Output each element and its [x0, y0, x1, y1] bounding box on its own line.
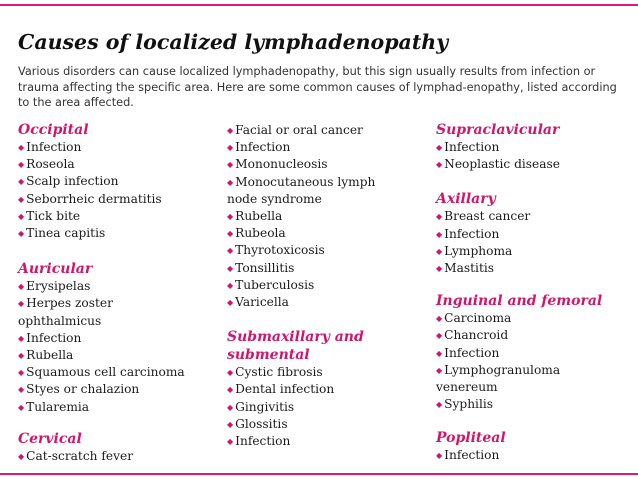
section-heading: Occipital	[18, 122, 89, 138]
section-submaxillary	[227, 328, 427, 450]
list-item	[18, 448, 223, 465]
item-label: Mastitis	[444, 261, 495, 276]
section-heading: Popliteal	[436, 430, 506, 447]
item-label: Styes or chalazion	[26, 382, 140, 397]
item-label: Squamous cell carcinoma	[26, 365, 185, 380]
bullet-icon: ◆	[227, 126, 234, 135]
item-label: Infection	[235, 140, 291, 155]
intro-paragraph: Various disorders can cause localized lymphadenopathy, but this sign usually results from infection or trauma affecting the specific area. Here are some common causes of lymphad-enopathy, listed according to the area affected.	[18, 65, 617, 109]
list-item	[18, 173, 223, 190]
item-label: Thyrotoxicosis	[235, 243, 325, 258]
bullet-icon: ◆	[436, 143, 443, 152]
bullet-icon: ◆	[436, 451, 443, 461]
bullet-icon: ◆	[436, 212, 443, 222]
list-item	[18, 139, 223, 156]
section-heading: Cervical	[18, 430, 82, 447]
list-item	[18, 295, 128, 329]
list-item	[227, 399, 427, 416]
list-item	[436, 396, 636, 413]
bottom-rule	[0, 473, 638, 475]
item-label: Tinea capitis	[26, 226, 106, 241]
section-axillary	[436, 191, 636, 277]
bullet-icon: ◆	[227, 402, 234, 412]
list-item	[436, 260, 636, 277]
column-3	[436, 122, 636, 465]
bullet-icon: ◆	[436, 400, 443, 410]
cause-list	[18, 139, 223, 242]
bullet-icon: ◆	[18, 282, 25, 292]
bullet-icon: ◆	[227, 246, 234, 256]
list-item	[227, 139, 427, 156]
bullet-icon: ◆	[227, 263, 234, 273]
list-item	[227, 174, 397, 208]
bullet-icon: ◆	[227, 298, 234, 308]
item-label: Chancroid	[444, 328, 509, 343]
cause-list	[227, 364, 427, 450]
item-label: Scalp infection	[26, 174, 119, 189]
item-label: Gingivitis	[235, 399, 295, 414]
bullet-icon: ◆	[18, 229, 25, 239]
list-item	[18, 347, 223, 364]
list-item	[227, 416, 427, 433]
list-item	[227, 208, 427, 225]
list-item	[436, 345, 636, 362]
column-2	[227, 122, 427, 450]
section-auricular	[18, 261, 223, 416]
bullet-icon: ◆	[18, 194, 25, 204]
list-item	[18, 156, 223, 173]
list-item	[227, 156, 427, 173]
list-item	[18, 208, 223, 225]
section-cervical	[18, 431, 223, 465]
bullet-icon: ◆	[18, 351, 25, 361]
bullet-icon: ◆	[227, 385, 234, 395]
cause-list	[18, 448, 223, 465]
cause-list	[436, 447, 636, 464]
list-item	[18, 191, 223, 208]
item-label: Monocutaneous lymph node syndrome	[227, 174, 376, 206]
cause-list	[436, 310, 636, 413]
section-heading: Inguinal and femoral	[436, 293, 603, 310]
list-item	[18, 225, 223, 242]
bullet-icon: ◆	[18, 143, 25, 152]
bullet-icon: ◆	[227, 143, 234, 153]
item-label: Rubeola	[235, 226, 286, 241]
list-item	[18, 364, 223, 381]
item-label: Herpes zoster ophthalmicus	[18, 296, 113, 328]
item-label: Tick bite	[26, 208, 81, 223]
bullet-icon: ◆	[436, 314, 443, 324]
item-label: Erysipelas	[26, 279, 91, 294]
item-label: Facial or oral cancer	[235, 123, 363, 137]
bullet-icon: ◆	[227, 212, 234, 222]
item-label: Tuberculosis	[235, 277, 315, 292]
list-item	[18, 278, 223, 295]
list-item	[436, 208, 636, 225]
bullet-icon: ◆	[18, 211, 25, 221]
list-item	[227, 225, 427, 242]
item-label: Neoplastic disease	[444, 157, 560, 172]
bullet-icon: ◆	[227, 280, 234, 290]
list-item	[436, 139, 636, 156]
bullet-icon: ◆	[436, 246, 443, 256]
section-supraclavicular	[436, 122, 636, 173]
item-label: Varicella	[235, 295, 289, 310]
bullet-icon: ◆	[18, 333, 25, 343]
column-1	[18, 122, 223, 465]
list-item	[436, 226, 636, 243]
list-item	[227, 381, 427, 398]
bullet-icon: ◆	[227, 177, 234, 187]
item-label: Mononucleosis	[235, 157, 328, 172]
list-item	[227, 242, 427, 259]
section-heading: Axillary	[436, 191, 496, 208]
list-item	[227, 433, 427, 450]
list-item	[18, 381, 223, 398]
item-label: Infection	[444, 345, 500, 360]
bullet-icon: ◆	[227, 419, 234, 429]
section-heading: Auricular	[18, 261, 93, 278]
section-heading: Supraclavicular	[436, 122, 560, 138]
bullet-icon: ◆	[227, 160, 234, 170]
item-label: Infection	[235, 434, 291, 449]
cause-list	[227, 122, 427, 311]
cause-list	[436, 139, 636, 173]
bullet-icon: ◆	[227, 368, 234, 378]
list-item	[436, 362, 581, 396]
list-item	[436, 447, 636, 464]
bullet-icon: ◆	[436, 348, 443, 358]
bullet-icon: ◆	[18, 160, 25, 170]
list-item	[436, 243, 636, 260]
item-label: Cystic fibrosis	[235, 365, 323, 380]
cause-list	[436, 208, 636, 277]
bullet-icon: ◆	[436, 365, 443, 375]
list-item	[436, 310, 636, 327]
bullet-icon: ◆	[436, 264, 443, 274]
list-item	[227, 364, 427, 381]
item-label: Infection	[444, 140, 500, 154]
list-item	[18, 330, 223, 347]
list-item	[227, 277, 427, 294]
list-item	[227, 260, 427, 277]
bullet-icon: ◆	[436, 331, 443, 341]
bullet-icon: ◆	[436, 229, 443, 239]
item-label: Lymphoma	[444, 243, 513, 258]
item-label: Tonsillitis	[235, 260, 295, 275]
list-item	[18, 399, 223, 416]
item-label: Infection	[444, 226, 500, 241]
bullet-icon: ◆	[18, 299, 25, 309]
item-label: Tularemia	[26, 399, 90, 414]
item-label: Carcinoma	[444, 311, 512, 326]
list-item	[227, 122, 427, 139]
item-label: Seborrheic dermatitis	[26, 191, 162, 206]
bullet-icon: ◆	[227, 437, 234, 447]
bullet-icon: ◆	[227, 229, 234, 239]
bullet-icon: ◆	[18, 402, 25, 412]
section-cervical-continued	[227, 122, 427, 311]
item-label: Rubella	[235, 209, 283, 224]
section-occipital	[18, 122, 223, 242]
bullet-icon: ◆	[18, 451, 25, 461]
bullet-icon: ◆	[18, 368, 25, 378]
item-label: Cat-scratch fever	[26, 448, 134, 463]
list-item	[436, 156, 636, 173]
section-heading: Submaxillary and submental	[227, 329, 364, 364]
item-label: Breast cancer	[444, 209, 531, 224]
item-label: Dental infection	[235, 382, 335, 397]
bullet-icon: ◆	[18, 177, 25, 187]
item-label: Syphilis	[444, 397, 493, 412]
item-label: Glossitis	[235, 416, 288, 431]
item-label: Lymphogranuloma venereum	[436, 362, 561, 395]
section-popliteal	[436, 430, 636, 464]
item-label: Infection	[26, 140, 82, 154]
top-rule	[0, 4, 638, 6]
item-label: Infection	[444, 448, 500, 463]
cause-list	[18, 278, 223, 416]
section-inguinal-femoral	[436, 293, 636, 413]
bullet-icon: ◆	[436, 160, 443, 170]
list-item	[227, 294, 427, 311]
bullet-icon: ◆	[18, 385, 25, 395]
item-label: Infection	[26, 330, 82, 345]
list-item	[436, 327, 636, 344]
item-label: Roseola	[26, 157, 75, 172]
page-title: Causes of localized lymphadenopathy	[18, 30, 449, 54]
item-label: Rubella	[26, 348, 74, 363]
